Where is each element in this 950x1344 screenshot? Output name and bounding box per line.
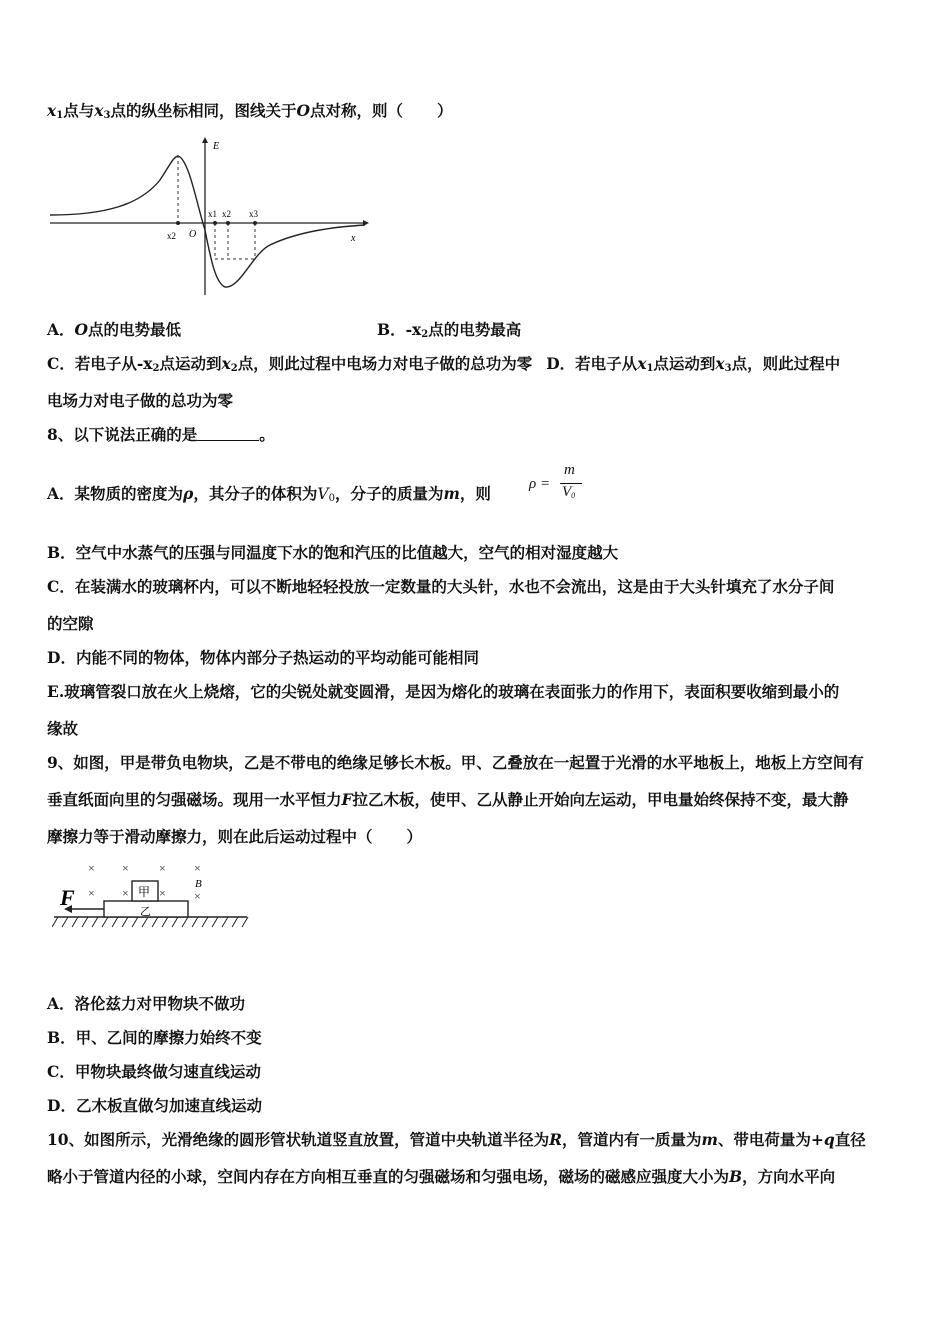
cross: × — [122, 886, 129, 900]
q8-option-a: A．某物质的密度为ρ，其分子的体积为$V_0$，分子的质量为m，则 — [47, 484, 491, 504]
x-axis-label: x — [351, 233, 356, 244]
q7-field-graph — [45, 135, 375, 300]
q7-intro-text1: 点与 — [63, 101, 95, 120]
q7-intro-x1: x — [47, 101, 57, 120]
q7-intro: $x_1$点与$x_3$点的纵坐标相同，图线关于O点对称，则（ ） — [47, 101, 453, 121]
q8-option-c-cont: 的空隙 — [47, 614, 94, 633]
q9-line1: 9、如图，甲是带负电物块，乙是不带电的绝缘足够长木板。甲、乙叠放在一起置于光滑的水平地板上，地板上方空间有 — [47, 753, 864, 772]
q7-option-c-d — [47, 354, 840, 379]
q9-option-c: C．甲物块最终做匀速直线运动 — [47, 1062, 261, 1081]
q8-option-b: B．空气中水蒸气的压强与同温度下水的饱和汽压的比值越大，空气的相对湿度越大 — [47, 543, 619, 562]
q7-option-d-cont: 电场力对电子做的总功为零 — [47, 391, 234, 410]
force-label: F — [60, 885, 75, 910]
tick-x1: x1 — [208, 209, 217, 219]
field-curve — [50, 156, 365, 287]
cross: × — [88, 861, 95, 875]
q8-option-d: D．内能不同的物体，物体内部分子热运动的平均动能可能相同 — [47, 648, 479, 667]
block-jia-label: 甲 — [138, 885, 151, 899]
q8-option-e-cont: 缘故 — [47, 719, 79, 738]
q9-figure — [52, 855, 252, 935]
q7-option-a: A．O点的电势最低 — [47, 320, 182, 339]
point-neg-x2 — [176, 221, 180, 225]
cross: × — [159, 861, 166, 875]
origin-label: O — [189, 229, 197, 240]
q7-option-d: D．若电子从$x_1$点运动到$x_3$点，则此过程中 — [546, 354, 841, 374]
q9-line2: 垂直纸面向里的匀强磁场。现用一水平恒力F拉乙木板，使甲、乙从静止开始向左运动，甲电量始终保持不变，最大静 — [47, 790, 849, 809]
point-x3 — [253, 221, 257, 225]
y-axis-arrow — [202, 137, 208, 143]
q8-density-formula: ρ = m $V_0$ — [529, 462, 589, 510]
board-yi-label: 乙 — [140, 906, 151, 918]
q8-answer-blank — [197, 426, 259, 441]
field-label: B — [195, 878, 202, 890]
point-x1 — [213, 221, 217, 225]
q7-option-c: C．若电子从$-x_2$点运动到$x_2$点，则此过程中电场力对电子做的总功为零 — [47, 354, 533, 374]
q9-line3: 摩擦力等于滑动摩擦力，则在此后运动过程中（ ） — [47, 827, 423, 846]
cross: × — [159, 886, 166, 900]
q10-line1: 10、如图所示，光滑绝缘的圆形管状轨道竖直放置，管道中央轨道半径为R，管道内有一质量为m、带电荷量为+q直径 — [47, 1130, 866, 1149]
q8-option-c: C．在装满水的玻璃杯内，可以不断地轻轻投放一定数量的大头针，水也不会流出，这是由于大头针填充了水分子间 — [47, 577, 835, 596]
q8-option-e: E.玻璃管裂口放在火上烧熔，它的尖锐处就变圆滑，是因为熔化的玻璃在表面张力的作用下，表面积要收缩到最小的 — [47, 682, 840, 701]
point-x2 — [226, 221, 230, 225]
q9-option-a: A．洛伦兹力对甲物块不做功 — [47, 994, 246, 1013]
tick-neg-x2: x2 — [167, 231, 176, 241]
q9-option-b: B．甲、乙间的摩擦力始终不变 — [47, 1028, 262, 1047]
q8-title: 8、以下说法正确的是 。 — [47, 425, 275, 444]
ground-hatch — [52, 917, 248, 927]
q7-intro-text3: 点对称，则（ — [309, 101, 403, 120]
q9-option-d: D．乙木板直做匀加速直线运动 — [47, 1096, 262, 1115]
q7-intro-text2: 点的纵坐标相同，图线关于 — [110, 101, 297, 120]
q7-intro-o: O — [296, 101, 310, 120]
y-axis-label: E — [213, 141, 220, 152]
tick-x2: x2 — [222, 209, 231, 219]
cross: × — [88, 886, 95, 900]
q7-intro-x3: x — [94, 101, 104, 120]
tick-x3: x3 — [249, 209, 258, 219]
q10-line2: 略小于管道内径的小球，空间内存在方向相互垂直的匀强磁场和匀强电场，磁场的磁感应强度大小为B，方向水平向 — [47, 1167, 836, 1186]
q7-option-b: B．$-x_2$点的电势最高 — [377, 320, 522, 340]
cross: × — [122, 861, 129, 875]
q7-intro-paren-close: ） — [437, 101, 453, 120]
cross: × — [194, 861, 201, 875]
cross: × — [194, 889, 201, 903]
